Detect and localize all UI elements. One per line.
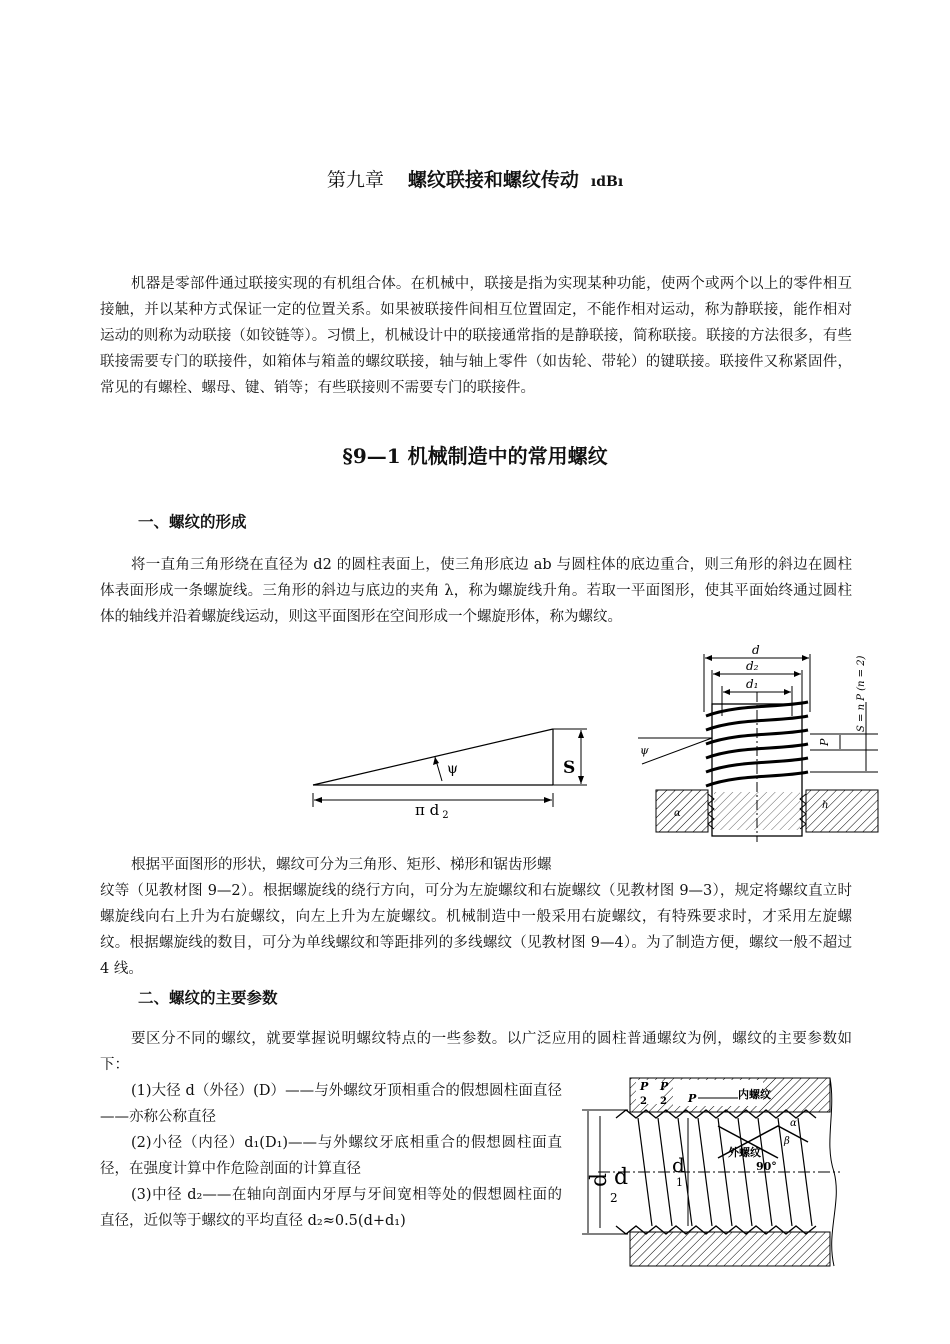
d2-pitch-label: d (614, 1165, 629, 1190)
chapter-stray-text: ıdBı (590, 174, 624, 190)
d2-label: d₂ (746, 659, 759, 673)
p-half-label-2: P (660, 1080, 669, 1093)
s-label: S (563, 758, 576, 778)
alpha-label: α (674, 808, 681, 819)
angle-label: 90° (756, 1160, 777, 1173)
beta-label: β (784, 1136, 790, 1147)
parameters-intro: 要区分不同的螺纹，就要掌握说明螺纹特点的一些参数。以广泛应用的圆柱普通螺纹为例，螺纹的主要参数如下： (100, 1031, 852, 1073)
alpha-label-3: α (790, 1118, 797, 1129)
d-label: d (752, 643, 760, 657)
d1-label: d₁ (746, 677, 759, 691)
p-label: P (818, 738, 831, 746)
d2-pitch-sub: 2 (610, 1191, 618, 1205)
helix-triangle-figure (305, 715, 605, 825)
intro-paragraph: 机器是零部件通过联接实现的有机组合体。在机械中，联接是指为实现某种功能，使两个或两个以上的零件相互接触，并以某种方式保证一定的位置关系。如果被联接件间相互位置固定，不能作相对运动，称为静联接，能作相对运动的则称为动联接（如铰链等）。习惯上，机械设计中的联接通常指的是静联接，简称联接。联接的方法很多，有些联接需要专门的联接件，如箱体与箱盖的螺纹联接，轴与轴上零件（如齿轮、带轮）的键联接。联接件又称紧固件，常见的有螺栓、螺母、键、销等；有些联接则不需要专门的联接件。 (100, 276, 852, 396)
chapter-name: 螺纹联接和螺纹传动 (407, 169, 579, 191)
chapter-title (0, 165, 950, 192)
h-label: h (822, 800, 829, 811)
subheading-parameters: 二、螺纹的主要参数 (138, 988, 278, 1007)
p-label-3: P (688, 1092, 697, 1105)
outer-thread-label: 外螺纹 (728, 1146, 761, 1159)
chapter-prefix: 第九章 (326, 169, 384, 191)
inner-thread-label: 内螺纹 (738, 1088, 771, 1101)
p-half-label-1: P (640, 1080, 649, 1093)
d1-minor-sub: 1 (676, 1176, 683, 1189)
section-heading: §9—1 机械制造中的常用螺纹 (342, 444, 608, 468)
classify-first-line: 根据平面图形的形状，螺纹可分为三角形、矩形、梯形和锯齿形螺 (131, 857, 552, 873)
param-minor-diameter: (2)小径（内径）d₁(D₁)——与外螺纹牙底相重合的假想圆柱面直径，在强度计算中作危险剖面的计算直径 (100, 1135, 562, 1177)
param-pitch-diameter: (3)中径 d₂——在轴向剖面内牙厚与牙间宽相等处的假想圆柱面的直径，近似等于螺纹的平均直径 d₂≈0.5(d+d₁) (100, 1187, 562, 1229)
psi-label: ψ (447, 761, 458, 777)
two-label-1: 2 (640, 1096, 647, 1107)
param-major-diameter: (1)大径 d（外径）(D）——与外螺纹牙顶相重合的假想圆柱面直径——亦称公称直径 (100, 1083, 562, 1125)
formation-paragraph: 将一直角三角形绕在直径为 d2 的圆柱表面上，使三角形底边 ab 与圆柱体的底边重合，则三角形的斜边在圆柱体表面形成一条螺旋线。三角形的斜边与底边的夹角 λ，称为螺旋线升角。若取一平面图形，使其平面始终通过圆柱体的轴线并沿着螺旋线运动，则这平面图形在空间形成一个螺旋形体，称为螺纹。 (100, 557, 852, 625)
subheading-formation: 一、螺纹的形成 (138, 512, 247, 531)
thread-parameters-figure (578, 1072, 843, 1270)
d1-minor-label: d (672, 1153, 685, 1177)
pi-d2-label: π d $_2$ (415, 801, 449, 821)
two-label-2: 2 (660, 1096, 667, 1107)
psi-label-2: ψ (640, 744, 649, 757)
thread-section-figure (628, 642, 883, 847)
classify-paragraph: 纹等（见教材图 9—2）。根据螺旋线的绕行方向，可分为左旋螺纹和右旋螺纹（见教材图 9—3），规定将螺纹直立时螺旋线向右上升为右旋螺纹，向左上升为左旋螺纹。机械制造中一般采用右旋螺纹，有特殊要求时，才采用左旋螺纹。根据螺旋线的数目，可分为单线螺纹和等距排列的多线螺纹（见教材图 9—4）。为了制造方便，螺纹一般不超过 4 线。 (100, 883, 852, 977)
snp-label: S = n P (n = 2) (856, 655, 867, 732)
d-major-label: d (587, 1172, 612, 1187)
